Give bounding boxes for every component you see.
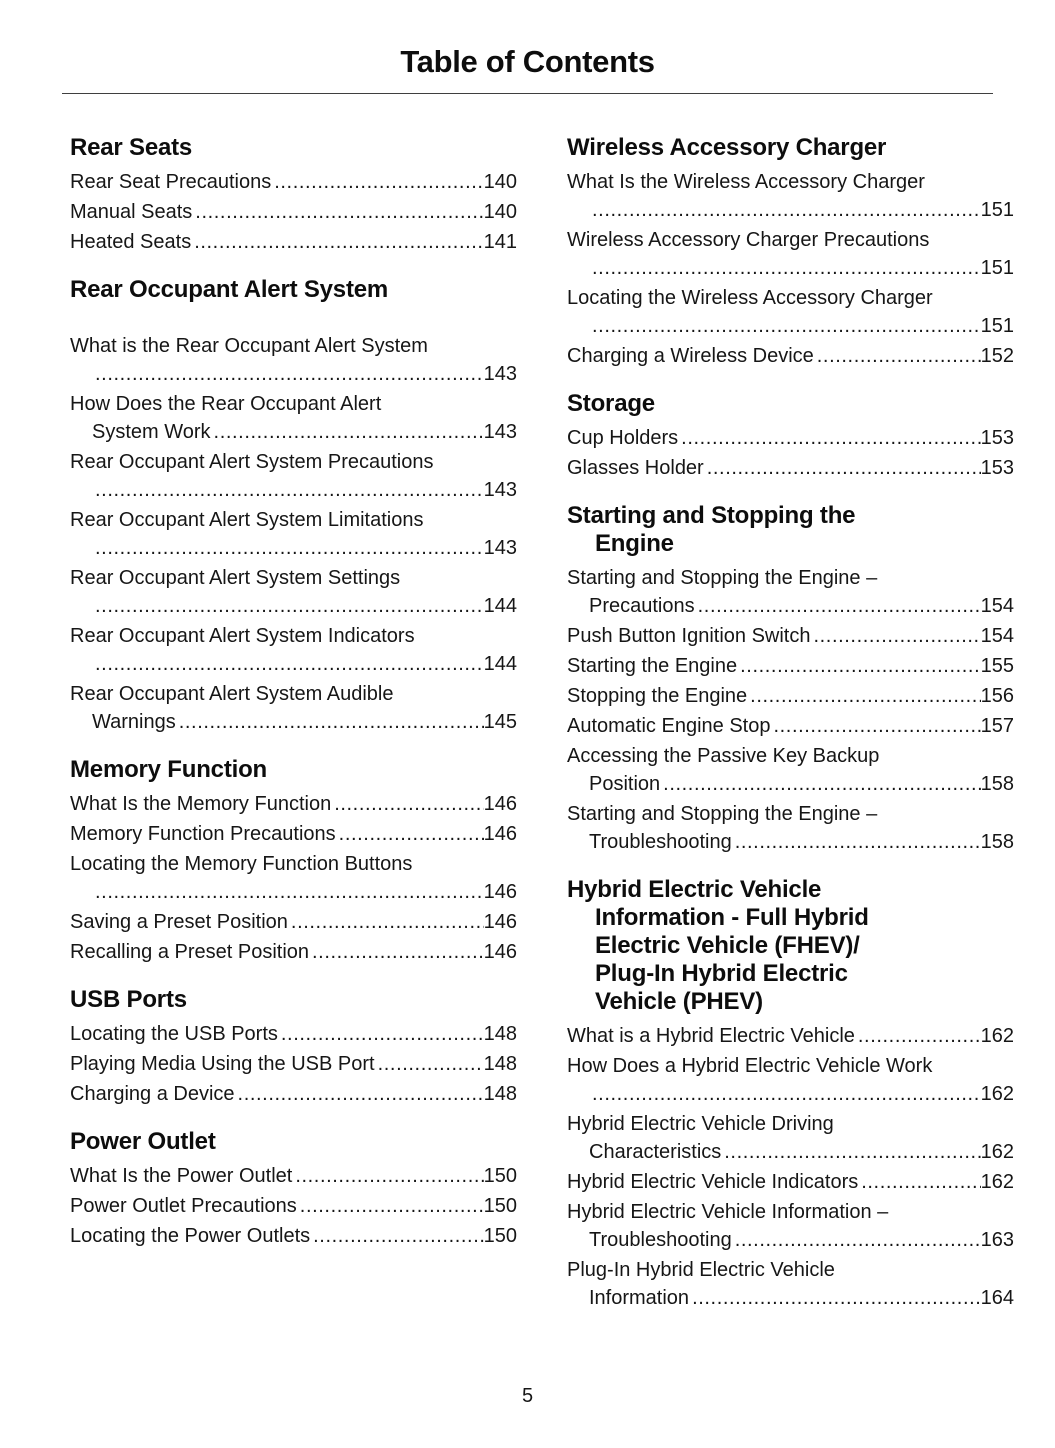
entry-page-number: 151 (980, 257, 1014, 279)
entry-page-number: 153 (980, 427, 1014, 449)
entry-page-number: 162 (980, 1171, 1014, 1193)
entry-title: Stopping the Engine (567, 685, 748, 707)
entry-line (70, 820, 517, 848)
page-title: Table of Contents (400, 44, 655, 79)
toc-entry (70, 448, 517, 504)
dot-leader (95, 650, 484, 678)
section-heading-line: USB Ports (70, 986, 187, 1013)
entry-title: Saving a Preset Position (70, 911, 288, 933)
toc-entry (567, 682, 1014, 710)
entry-page-number: 156 (980, 685, 1014, 707)
entry-page-number: 151 (980, 315, 1014, 337)
dot-leader (663, 770, 980, 798)
entry-line: Rear Occupant Alert System Precautions (70, 451, 434, 473)
dot-leader (681, 424, 980, 452)
entry-title: Troubleshooting (589, 1229, 732, 1251)
entry-page-number: 154 (980, 625, 1014, 647)
toc-entry (567, 1110, 1014, 1166)
dot-leader (238, 1080, 484, 1108)
entry-page-number: 143 (483, 479, 517, 501)
entry-line (567, 622, 1014, 650)
toc-entry (70, 198, 517, 226)
toc-section (70, 134, 517, 256)
entry-title: Memory Function Precautions (70, 823, 336, 845)
entry-line: Rear Occupant Alert System Limitations (70, 509, 424, 531)
entry-line: Plug-In Hybrid Electric Vehicle (567, 1259, 835, 1281)
entry-title: Position (589, 773, 661, 795)
entry-page-number: 140 (483, 171, 517, 193)
entry-line (567, 1168, 1014, 1196)
section-heading-line: Storage (567, 390, 655, 417)
entry-line (70, 534, 517, 562)
entry-line (70, 790, 517, 818)
entry-line (567, 1022, 1014, 1050)
entry-line (70, 476, 517, 504)
section-heading (70, 986, 517, 1014)
section-heading (70, 1128, 517, 1156)
entry-page-number: 148 (483, 1083, 517, 1105)
toc-entry (567, 1198, 1014, 1254)
entry-line (70, 1020, 517, 1048)
entry-line: Starting and Stopping the Engine – (567, 803, 878, 825)
toc-entry (70, 850, 517, 906)
toc-entry (70, 1162, 517, 1190)
entry-page-number: 146 (483, 793, 517, 815)
entry-page-number: 148 (483, 1023, 517, 1045)
entry-title: System Work (92, 421, 211, 443)
entry-line (567, 652, 1014, 680)
toc-entry (70, 506, 517, 562)
toc-entry (70, 390, 517, 446)
section-heading (567, 134, 1014, 162)
entry-line: What is the Rear Occupant Alert System (70, 335, 428, 357)
entry-page-number: 150 (483, 1165, 517, 1187)
toc-entry (70, 1050, 517, 1078)
dot-leader (313, 1222, 483, 1250)
dot-leader (378, 1050, 484, 1078)
dot-leader (179, 708, 484, 736)
entry-line: Accessing the Passive Key Backup (567, 745, 880, 767)
toc-section (567, 134, 1014, 370)
entry-title: Heated Seats (70, 231, 192, 253)
entry-page-number: 162 (980, 1141, 1014, 1163)
dot-leader (95, 360, 484, 388)
entry-line (70, 1080, 517, 1108)
toc-entry (567, 712, 1014, 740)
section-heading-line: Rear Occupant Alert System (70, 276, 389, 303)
toc-section (567, 390, 1014, 482)
entry-line (70, 708, 517, 736)
toc-section (70, 276, 517, 736)
entry-line (567, 254, 1014, 282)
entry-page-number: 153 (980, 457, 1014, 479)
entry-line (70, 1050, 517, 1078)
entry-line (567, 592, 1014, 620)
entry-title: What is a Hybrid Electric Vehicle (567, 1025, 855, 1047)
toc-entry (70, 622, 517, 678)
entry-page-number: 140 (483, 201, 517, 223)
entry-title: Warnings (92, 711, 176, 733)
toc-entry (567, 284, 1014, 340)
dot-leader (214, 418, 484, 446)
entry-line (70, 592, 517, 620)
entry-page-number: 146 (483, 823, 517, 845)
entry-line (567, 1138, 1014, 1166)
entry-title: Locating the USB Ports (70, 1023, 278, 1045)
toc-entry (70, 1222, 517, 1250)
entry-line (567, 1080, 1014, 1108)
entry-line: How Does the Rear Occupant Alert (70, 393, 382, 415)
entry-page-number: 155 (980, 655, 1014, 677)
entry-page-number: 157 (980, 715, 1014, 737)
entry-page-number: 144 (483, 653, 517, 675)
toc-entry (70, 908, 517, 936)
entry-line (70, 198, 517, 226)
toc-entry (70, 332, 517, 388)
dot-leader (95, 878, 484, 906)
entry-title: Locating the Power Outlets (70, 1225, 311, 1247)
entry-line: Wireless Accessory Charger Precautions (567, 229, 930, 251)
toc-entry (70, 168, 517, 196)
entry-title: Charging a Wireless Device (567, 345, 814, 367)
dot-leader (592, 312, 981, 340)
section-heading-line: Hybrid Electric Vehicle (567, 876, 822, 903)
entry-line (70, 1222, 517, 1250)
toc-entry (567, 424, 1014, 452)
dot-leader (95, 476, 484, 504)
page-number: 5 (521, 1385, 534, 1407)
dot-leader (861, 1168, 980, 1196)
dot-leader (692, 1284, 981, 1312)
entry-page-number: 158 (980, 831, 1014, 853)
section-heading (70, 276, 517, 304)
toc-entry (70, 790, 517, 818)
entry-page-number: 144 (483, 595, 517, 617)
entry-title: What Is the Memory Function (70, 793, 332, 815)
entry-page-number: 141 (483, 231, 517, 253)
entry-line (70, 1162, 517, 1190)
entry-page-number: 154 (980, 595, 1014, 617)
entry-line (567, 424, 1014, 452)
section-heading-line: Power Outlet (70, 1128, 216, 1155)
toc-entry (567, 622, 1014, 650)
section-heading-line: Memory Function (70, 756, 268, 783)
section-heading-line: Starting and Stopping the (567, 502, 856, 529)
entry-line (70, 228, 517, 256)
entry-line (567, 342, 1014, 370)
toc-entry (567, 1022, 1014, 1050)
dot-leader (334, 790, 483, 818)
entry-line: Rear Occupant Alert System Settings (70, 567, 401, 589)
entry-line: How Does a Hybrid Electric Vehicle Work (567, 1055, 933, 1077)
dot-leader (295, 1162, 483, 1190)
toc-entry (70, 680, 517, 736)
entry-line (567, 770, 1014, 798)
toc-section (70, 986, 517, 1108)
entry-line (70, 908, 517, 936)
entry-line (567, 1226, 1014, 1254)
toc-entry (567, 652, 1014, 680)
section-heading-line: Wireless Accessory Charger (567, 134, 887, 161)
entry-title: Precautions (589, 595, 695, 617)
entry-title: Information (589, 1287, 690, 1309)
toc-entry (567, 342, 1014, 370)
entry-line: Locating the Wireless Accessory Charger (567, 287, 933, 309)
dot-leader (592, 1080, 981, 1108)
entry-title: Push Button Ignition Switch (567, 625, 811, 647)
dot-leader (95, 534, 484, 562)
table-of-contents (0, 94, 1055, 1314)
entry-line (567, 712, 1014, 740)
entry-page-number: 146 (483, 911, 517, 933)
toc-column (70, 134, 517, 1314)
dot-leader (592, 254, 981, 282)
entry-line (567, 312, 1014, 340)
toc-entry (70, 1080, 517, 1108)
toc-section (70, 756, 517, 966)
section-heading-line: Rear Seats (70, 134, 193, 161)
dot-leader (817, 342, 981, 370)
entry-line (567, 454, 1014, 482)
entry-title: Automatic Engine Stop (567, 715, 771, 737)
entry-title: What Is the Power Outlet (70, 1165, 293, 1187)
dot-leader (291, 908, 484, 936)
entry-page-number: 143 (483, 421, 517, 443)
toc-entry (70, 938, 517, 966)
entry-title: Troubleshooting (589, 831, 732, 853)
toc-entry (567, 800, 1014, 856)
entry-line: Locating the Memory Function Buttons (70, 853, 413, 875)
dot-leader (339, 820, 484, 848)
dot-leader (592, 196, 981, 224)
dot-leader (735, 1226, 981, 1254)
toc-section (70, 1128, 517, 1250)
toc-entry (70, 228, 517, 256)
entry-line (70, 168, 517, 196)
dot-leader (274, 168, 483, 196)
toc-entry (567, 1052, 1014, 1108)
dot-leader (740, 652, 981, 680)
entry-line (70, 650, 517, 678)
section-heading-line: Electric Vehicle (FHEV)/ (595, 932, 860, 959)
section-heading-line: Vehicle (PHEV) (595, 988, 763, 1015)
entry-page-number: 152 (980, 345, 1014, 367)
section-heading-line: Information - Full Hybrid (595, 904, 869, 931)
entry-line (70, 878, 517, 906)
dot-leader (312, 938, 484, 966)
dot-leader (195, 198, 483, 226)
toc-entry (567, 742, 1014, 798)
dot-leader (858, 1022, 981, 1050)
toc-section (567, 876, 1014, 1312)
entry-title: Characteristics (589, 1141, 722, 1163)
entry-title: Hybrid Electric Vehicle Indicators (567, 1171, 859, 1193)
entry-title: Manual Seats (70, 201, 193, 223)
entry-line: Hybrid Electric Vehicle Information – (567, 1201, 889, 1223)
entry-title: Rear Seat Precautions (70, 171, 272, 193)
dot-leader (707, 454, 981, 482)
entry-line: Starting and Stopping the Engine – (567, 567, 878, 589)
dot-leader (773, 712, 980, 740)
dot-leader (735, 828, 981, 856)
entry-title: Cup Holders (567, 427, 679, 449)
entry-line (567, 1284, 1014, 1312)
dot-leader (813, 622, 980, 650)
entry-page-number: 143 (483, 363, 517, 385)
section-heading (567, 502, 1014, 558)
entry-line: Hybrid Electric Vehicle Driving (567, 1113, 834, 1135)
toc-entry (567, 168, 1014, 224)
entry-line: What Is the Wireless Accessory Charger (567, 171, 925, 193)
section-heading (567, 390, 1014, 418)
entry-title: Playing Media Using the USB Port (70, 1053, 375, 1075)
entry-page-number: 143 (483, 537, 517, 559)
section-heading-line: Plug-In Hybrid Electric (595, 960, 848, 987)
toc-entry (70, 1020, 517, 1048)
dot-leader (300, 1192, 484, 1220)
entry-page-number: 162 (980, 1025, 1014, 1047)
entry-page-number: 150 (483, 1195, 517, 1217)
toc-entry (567, 1256, 1014, 1312)
entry-page-number: 163 (980, 1229, 1014, 1251)
dot-leader (750, 682, 980, 710)
entry-title: Recalling a Preset Position (70, 941, 310, 963)
entry-line (70, 360, 517, 388)
entry-title: Glasses Holder (567, 457, 704, 479)
entry-page-number: 146 (483, 941, 517, 963)
toc-entry (70, 820, 517, 848)
dot-leader (194, 228, 483, 256)
dot-leader (95, 592, 484, 620)
dot-leader (281, 1020, 484, 1048)
section-heading (70, 134, 517, 162)
section-heading-line: Engine (595, 530, 674, 557)
toc-section (567, 502, 1014, 856)
entry-line: Rear Occupant Alert System Indicators (70, 625, 415, 647)
entry-line (70, 938, 517, 966)
entry-page-number: 151 (980, 199, 1014, 221)
entry-line: Rear Occupant Alert System Audible (70, 683, 394, 705)
entry-line (70, 418, 517, 446)
entry-page-number: 148 (483, 1053, 517, 1075)
entry-title: Power Outlet Precautions (70, 1195, 297, 1217)
entry-line (567, 682, 1014, 710)
entry-title: Charging a Device (70, 1083, 235, 1105)
entry-page-number: 162 (980, 1083, 1014, 1105)
entry-page-number: 164 (980, 1287, 1014, 1309)
toc-entry (567, 564, 1014, 620)
entry-page-number: 146 (483, 881, 517, 903)
entry-line (567, 828, 1014, 856)
entry-page-number: 150 (483, 1225, 517, 1247)
toc-entry (70, 564, 517, 620)
dot-leader (724, 1138, 980, 1166)
toc-column (567, 134, 1014, 1314)
toc-entry (70, 1192, 517, 1220)
section-heading (70, 756, 517, 784)
section-heading (567, 876, 1014, 1016)
entry-page-number: 145 (483, 711, 517, 733)
toc-entry (567, 226, 1014, 282)
entry-page-number: 158 (980, 773, 1014, 795)
toc-entry (567, 1168, 1014, 1196)
dot-leader (698, 592, 981, 620)
entry-line (567, 196, 1014, 224)
toc-entry (567, 454, 1014, 482)
entry-title: Starting the Engine (567, 655, 738, 677)
entry-line (70, 1192, 517, 1220)
